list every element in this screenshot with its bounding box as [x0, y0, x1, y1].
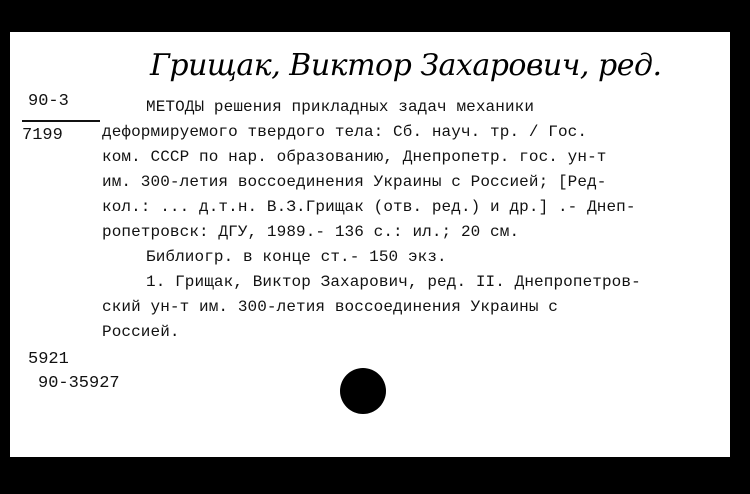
body-line-2: деформируемого твердого тела: Сб. науч. тр. / Гос. [102, 123, 588, 141]
body-line-9: ский ун-т им. 300-летия воссоединения Украины с [102, 298, 558, 316]
body-line-10: Россией. [102, 323, 180, 341]
card-number: 90-35927 [38, 374, 120, 393]
shelfmark-top: 90-3 [28, 92, 69, 111]
body-line-3: ком. СССР по нар. образованию, Днепропетр. гос. ун-т [102, 148, 607, 166]
shelfmark-bottom: 7199 [22, 126, 63, 145]
handwritten-heading: Грищак, Виктор Захарович, ред. [150, 48, 662, 83]
body-line-8: 1. Грищак, Виктор Захарович, ред. II. Днепропетров- [146, 273, 641, 291]
body-line-4: им. 300-летия воссоединения Украины с Россией; [Ред- [102, 173, 607, 191]
catalog-card [10, 32, 730, 457]
body-line-6: ропетровск: ДГУ, 1989.- 136 с.: ил.; 20 см. [102, 223, 520, 241]
punch-hole [340, 368, 386, 414]
shelfmark-divider [22, 120, 100, 122]
shelfmark [22, 92, 102, 145]
card-code: 5921 [28, 350, 69, 369]
body-line-5: кол.: ... д.т.н. В.З.Грищак (отв. ред.) и др.] .- Днеп- [102, 198, 636, 216]
body-line-7: Библиогр. в конце ст.- 150 экз. [146, 248, 447, 266]
body-line-1: МЕТОДЫ решения прикладных задач механики [146, 98, 535, 116]
